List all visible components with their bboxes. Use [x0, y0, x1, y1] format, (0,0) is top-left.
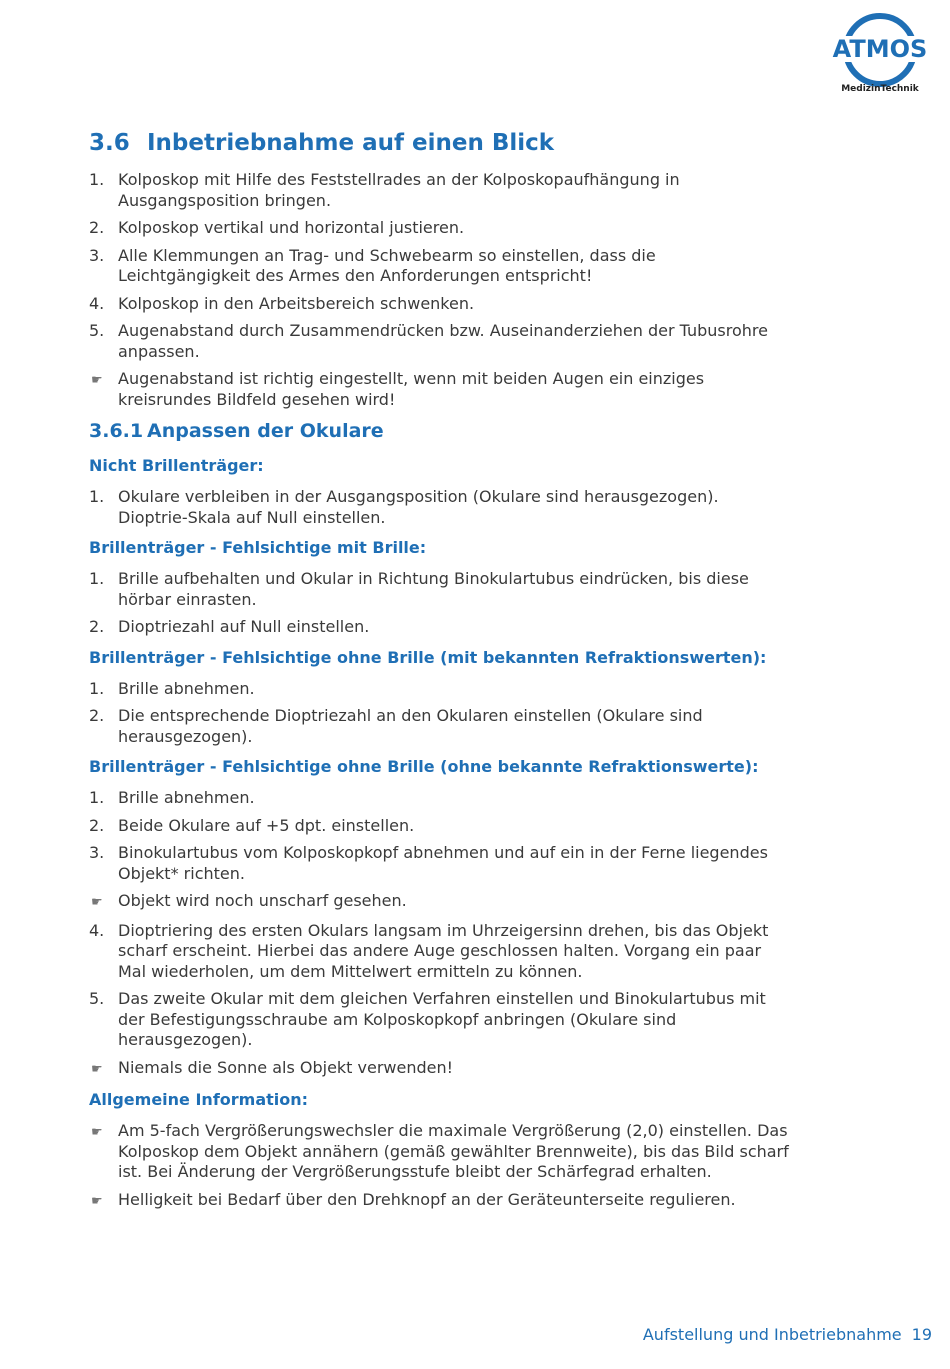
- list-number: 2.: [89, 617, 105, 636]
- list-text: Augenabstand ist richtig eingestellt, wenn mit beiden Augen ein einziges kreisrundes Bildfeld gesehen wird!: [118, 369, 705, 409]
- list-text: Am 5-fach Vergrößerungswechsler die maximale Vergrößerung (2,0) einstellen. Das Kolposkop dem Objekt annähern (gemäß gewählter Brennweite), bis das Bild scharf ist. Bei Änderung der Vergrößerungsstufe bleibt der Schärfegrad erhalten.: [118, 1121, 789, 1181]
- section-number: 3.6: [89, 130, 130, 156]
- list-text: Dioptriering des ersten Okulars langsam im Uhrzeigersinn drehen, bis das Objekt scharf erscheint. Hierbei das andere Auge geschlossen halten. Vorgang ein paar Mal wiederholen, um dem Mittelwert ermitteln zu können.: [118, 920, 769, 981]
- block-heading: Brillenträger - Fehlsichtige ohne Brille (ohne bekannte Refraktionswerte):: [89, 757, 759, 776]
- list-number: 3.: [89, 245, 105, 265]
- main-step-list: [89, 170, 789, 410]
- list-text: Dioptriezahl auf Null einstellen.: [118, 617, 370, 636]
- block-list: [89, 569, 789, 638]
- note-item: [89, 1121, 789, 1183]
- block-heading: Brillenträger - Fehlsichtige mit Brille:: [89, 538, 427, 557]
- list-text: Objekt wird noch unscharf gesehen.: [118, 891, 407, 910]
- page-number: 19: [911, 1325, 932, 1344]
- list-number: 1.: [89, 569, 105, 588]
- list-item: [89, 170, 789, 211]
- list-text: Alle Klemmungen an Trag- und Schwebearm so einstellen, dass die Leichtgängigkeit des Armes den Anforderungen entspricht!: [118, 245, 656, 285]
- list-item: [89, 294, 789, 315]
- footer-chapter: Aufstellung und Inbetriebnahme: [642, 1325, 902, 1344]
- list-text: Kolposkop vertikal und horizontal justieren.: [118, 218, 465, 237]
- block-list: [89, 487, 789, 528]
- pointing-hand-icon: ☛: [91, 1125, 103, 1140]
- block-heading: Nicht Brillenträger:: [89, 456, 264, 475]
- list-number: 1.: [89, 788, 105, 807]
- block-heading: Allgemeine Information:: [89, 1090, 309, 1109]
- page-footer: [643, 1325, 932, 1344]
- list-text: Beide Okulare auf +5 dpt. einstellen.: [118, 815, 415, 835]
- list-text: Helligkeit bei Bedarf über den Drehknopf an der Geräteunterseite regulieren.: [118, 1189, 736, 1209]
- subsection-number: 3.6.1: [89, 420, 144, 442]
- pointing-hand-icon: ☛: [91, 1061, 103, 1077]
- list-text: Kolposkop mit Hilfe des Feststellrades an der Kolposkopaufhängung in Ausgangsposition bringen.: [118, 170, 680, 210]
- list-number: 1.: [89, 678, 105, 698]
- list-item: [89, 218, 789, 239]
- note-item: [89, 369, 789, 410]
- note-item: [89, 1058, 789, 1081]
- list-number: 1.: [89, 170, 105, 189]
- list-text: Okulare verbleiben in der Ausgangsposition (Okulare sind herausgezogen). Dioptrie-Skala auf Null einstellen.: [118, 487, 719, 527]
- list-text: Kolposkop in den Arbeitsbereich schwenken.: [118, 293, 475, 313]
- list-text: Brille aufbehalten und Okular in Richtung Binokulartubus eindrücken, bis diese hörbar einrasten.: [118, 569, 749, 609]
- list-item: [89, 617, 789, 638]
- list-item: [89, 706, 789, 747]
- logo-text: ATMOS: [832, 35, 928, 63]
- block-list: [89, 788, 789, 1080]
- list-number: 3.: [89, 843, 105, 862]
- list-item: [89, 569, 789, 610]
- pointing-hand-icon: ☛: [91, 1193, 103, 1209]
- block-heading: Brillenträger - Fehlsichtige ohne Brille (mit bekannten Refraktionswerten):: [89, 647, 767, 667]
- subsection-heading: [89, 420, 789, 442]
- list-item: [89, 788, 789, 809]
- list-number: 4.: [89, 293, 105, 313]
- list-number: 4.: [89, 920, 105, 940]
- list-text: Niemals die Sonne als Objekt verwenden!: [118, 1057, 454, 1077]
- instruction-blocks: [89, 456, 789, 1212]
- logo-subtitle: MedizinTechnik: [841, 84, 919, 94]
- list-item: [89, 989, 789, 1051]
- note-item: [89, 1190, 789, 1213]
- list-item: [89, 816, 789, 837]
- list-text: Binokulartubus vom Kolposkopkopf abnehmen und auf ein in der Ferne liegendes Objekt* richten.: [118, 843, 768, 883]
- list-number: 5.: [89, 321, 105, 340]
- section-title: Inbetriebnahme auf einen Blick: [147, 130, 555, 156]
- list-item: [89, 321, 789, 362]
- block-list: [89, 1121, 789, 1212]
- page-content: [89, 130, 789, 1222]
- subsection-title: Anpassen der Okulare: [147, 420, 384, 442]
- list-item: [89, 921, 789, 983]
- list-number: 5.: [89, 989, 105, 1008]
- list-number: 2.: [89, 706, 105, 725]
- list-number: 2.: [89, 815, 105, 835]
- note-item: [89, 891, 789, 914]
- list-item: [89, 246, 789, 287]
- pointing-hand-icon: ☛: [91, 373, 103, 388]
- list-item: [89, 487, 789, 528]
- list-text: Brille abnehmen.: [118, 788, 255, 807]
- list-item: [89, 843, 789, 884]
- list-text: Das zweite Okular mit dem gleichen Verfahren einstellen und Binokulartubus mit der Befestigungsschraube am Kolposkopkopf anbringen (Okulare sind herausgezogen).: [118, 989, 766, 1049]
- list-text: Augenabstand durch Zusammendrücken bzw. Auseinanderziehen der Tubusrohre anpassen.: [118, 321, 768, 361]
- list-text: Brille abnehmen.: [118, 678, 255, 698]
- list-number: 2.: [89, 218, 105, 237]
- pointing-hand-icon: ☛: [91, 895, 103, 910]
- section-heading: [89, 130, 789, 156]
- list-number: 1.: [89, 487, 105, 506]
- list-text: Die entsprechende Dioptriezahl an den Okularen einstellen (Okulare sind herausgezogen).: [118, 706, 703, 746]
- block-list: [89, 679, 789, 748]
- list-item: [89, 679, 789, 700]
